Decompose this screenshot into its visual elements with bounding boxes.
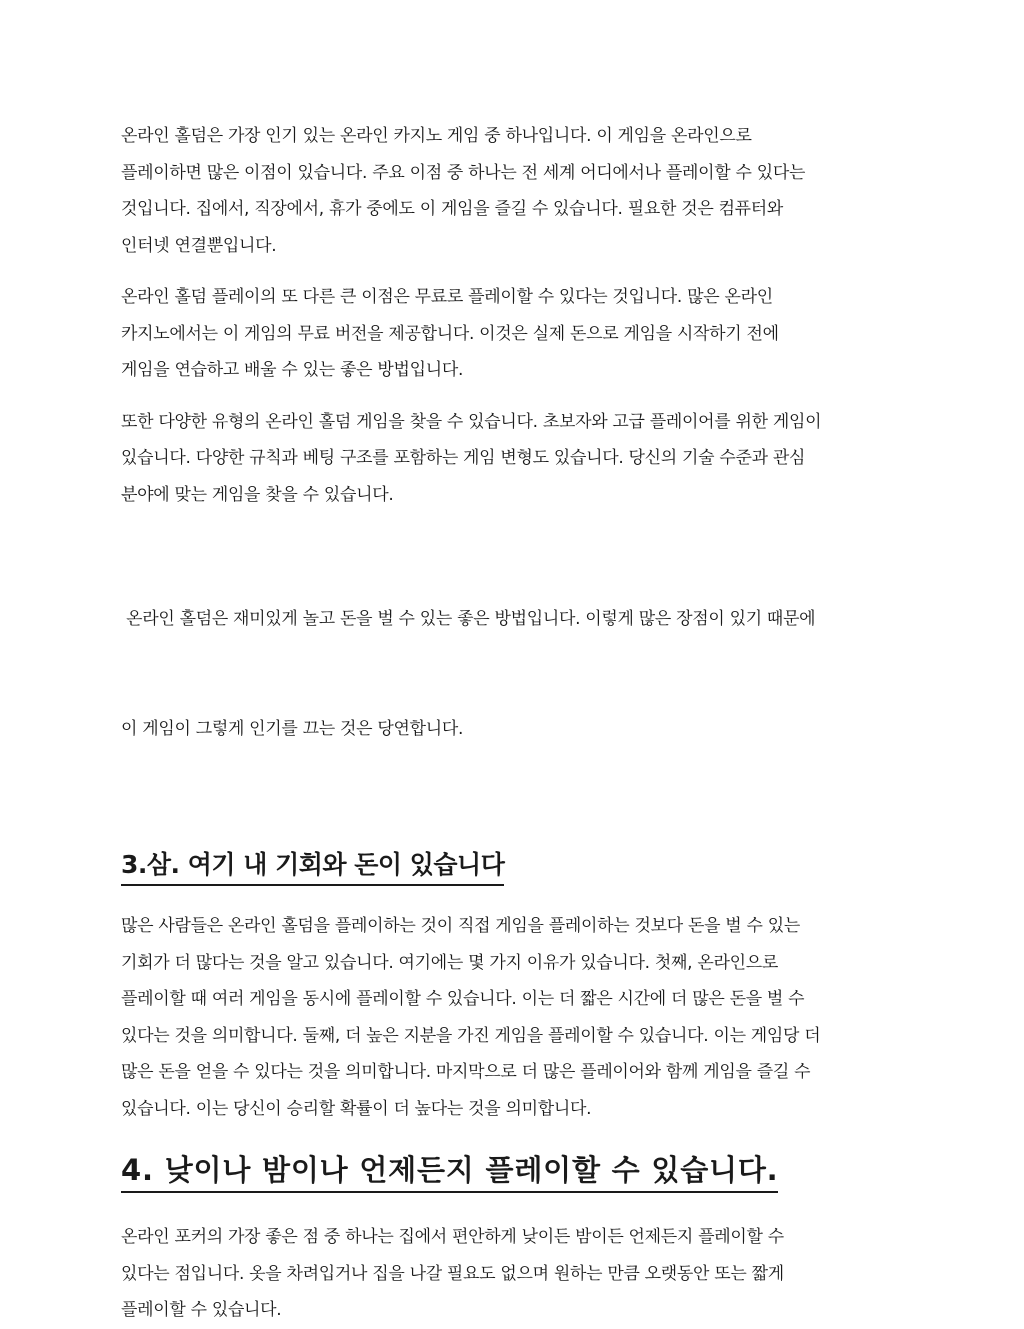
paragraph-gap	[121, 513, 911, 528]
paragraph-line: 있습니다. 다양한 규칙과 베팅 구조를 포함하는 게임 변형도 있습니다. 당신의 기술 수준과 관심	[121, 448, 806, 468]
paragraph-1	[121, 118, 911, 264]
section-gap	[121, 886, 911, 908]
paragraph-line: 온라인 포커의 가장 좋은 점 중 하나는 집에서 편안하게 낮이든 밤이든 언제든지 플레이할 수	[121, 1227, 784, 1247]
paragraph-4	[121, 528, 911, 820]
paragraph-line: 있다는 것을 의미합니다. 둘째, 더 높은 지분을 가진 게임을 플레이할 수 있습니다. 이는 게임당 더	[121, 1025, 821, 1046]
paragraph-3	[121, 404, 911, 514]
section-gap	[121, 820, 911, 848]
paragraph-line: 많은 사람들은 온라인 홀덤을 플레이하는 것이 직접 게임을 플레이하는 것보다 돈을 벌 수 있는	[121, 916, 800, 936]
section-gap	[121, 1127, 911, 1151]
paragraph-line: 플레이할 수 있습니다.	[121, 1300, 282, 1320]
paragraph-line: 또한 다양한 유형의 온라인 홀덤 게임을 찾을 수 있습니다. 초보자와 고급 플레이어를 위한 게임이	[121, 411, 822, 432]
paragraph-line: 있습니다. 이는 당신이 승리할 확률이 더 높다는 것을 의미합니다.	[121, 1098, 592, 1119]
paragraph-line: 온라인 홀덤 플레이의 또 다른 큰 이점은 무료로 플레이할 수 있다는 것입니다. 많은 온라인	[121, 287, 773, 307]
paragraph-6	[121, 1219, 911, 1329]
paragraph-line: 분야에 맞는 게임을 찾을 수 있습니다.	[121, 484, 394, 505]
paragraph-line: 많은 돈을 얻을 수 있다는 것을 의미합니다. 마지막으로 더 많은 플레이어와 함께 게임을 즐길 수	[121, 1062, 811, 1082]
paragraph-2	[121, 279, 911, 389]
paragraph-5	[121, 908, 911, 1127]
paragraph-line: 기회가 더 많다는 것을 알고 있습니다. 여기에는 몇 가지 이유가 있습니다. 첫째, 온라인으로	[121, 952, 778, 973]
paragraph-line: 플레이할 때 여러 게임을 동시에 플레이할 수 있습니다. 이는 더 짧은 시간에 더 많은 돈을 벌 수	[121, 989, 805, 1009]
section-gap	[121, 1193, 911, 1219]
section-heading-4: 4. 낮이나 밤이나 언제든지 플레이할 수 있습니다.	[121, 1151, 778, 1193]
paragraph-gap	[121, 389, 911, 404]
paragraph-line: 플레이하면 많은 이점이 있습니다. 주요 이점 중 하나는 전 세계 어디에서나 플레이할 수 있다는	[121, 162, 806, 183]
paragraph-line: 인터넷 연결뿐입니다.	[121, 235, 277, 256]
paragraph-line: 있다는 점입니다. 옷을 차려입거나 집을 나갈 필요도 없으며 원하는 만큼 오랫동안 또는 짧게	[121, 1263, 784, 1284]
paragraph-gap	[121, 264, 911, 279]
paragraph-line: 카지노에서는 이 게임의 무료 버전을 제공합니다. 이것은 실제 돈으로 게임을 시작하기 전에	[121, 323, 779, 344]
paragraph-line: 것입니다. 집에서, 직장에서, 휴가 중에도 이 게임을 즐길 수 있습니다. 필요한 것은 컴퓨터와	[121, 199, 784, 219]
paragraph-line: 이 게임이 그렇게 인기를 끄는 것은 당연합니다.	[121, 718, 464, 739]
document-body	[121, 118, 911, 1329]
paragraph-line: 온라인 홀덤은 가장 인기 있는 온라인 카지노 게임 중 하나입니다. 이 게임을 온라인으로	[121, 126, 752, 146]
paragraph-line: 게임을 연습하고 배울 수 있는 좋은 방법입니다.	[121, 360, 464, 380]
paragraph-line: 온라인 홀덤은 재미있게 놀고 돈을 벌 수 있는 좋은 방법입니다. 이렇게 많은 장점이 있기 때문에	[121, 609, 816, 629]
section-heading-3: 3.삼. 여기 내 기회와 돈이 있습니다	[121, 848, 504, 886]
